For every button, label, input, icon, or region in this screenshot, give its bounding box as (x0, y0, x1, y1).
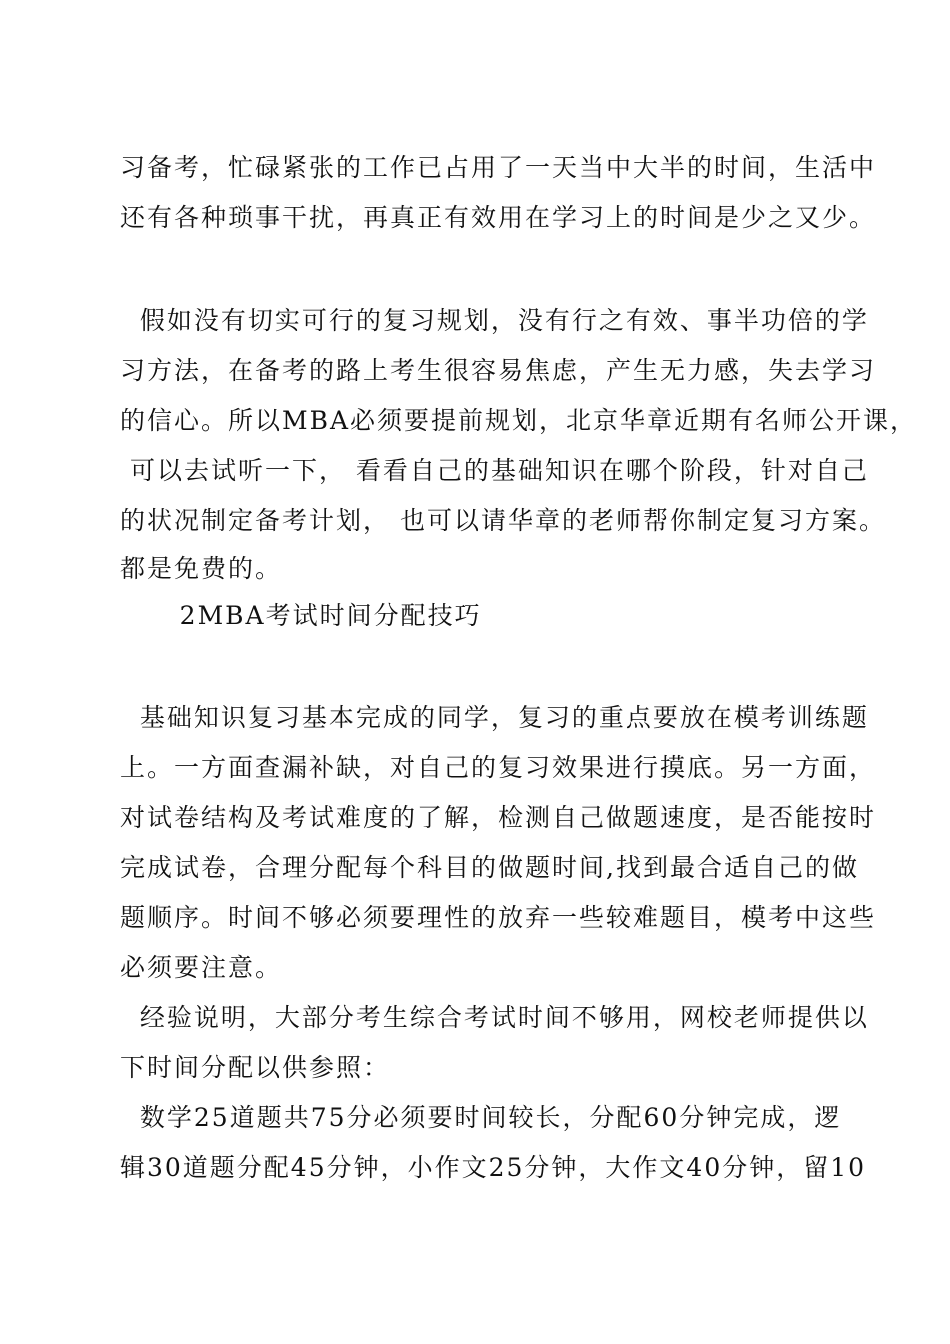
paragraph-line: 的状况制定备考计划， 也可以请华章的老师帮你制定复习方案。 (120, 506, 886, 535)
paragraph-line: 的信心。所以MBA必须要提前规划，北京华章近期有名师公开课， (120, 406, 918, 435)
paragraph-line: 下时间分配以供参照： (120, 1053, 391, 1082)
paragraph-line: 必须要注意。 (120, 953, 283, 982)
paragraph-line: 经验说明，大部分考生综合考试时间不够用，网校老师提供以 (120, 1003, 869, 1032)
paragraph-line: 习备考，忙碌紧张的工作已占用了一天当中大半的时间，生活中 (120, 153, 877, 182)
paragraph-line: 可以去试听一下， 看看自己的基础知识在哪个阶段，针对自己 (120, 456, 869, 485)
paragraph-line: 对试卷结构及考试难度的了解，检测自己做题速度，是否能按时 (120, 803, 877, 832)
paragraph-line: 辑30道题分配45分钟，小作文25分钟，大作文40分钟，留10 (120, 1153, 867, 1182)
paragraph-line: 数学25道题共75分必须要时间较长，分配60分钟完成，逻 (120, 1103, 842, 1132)
paragraph-line: 都是免费的。 (120, 554, 283, 583)
paragraph-line: 习方法，在备考的路上考生很容易焦虑，产生无力感，失去学习 (120, 356, 877, 385)
paragraph-line: 题顺序。时间不够必须要理性的放弃一些较难题目，模考中这些 (120, 903, 877, 932)
paragraph-line: 还有各种琐事干扰，再真正有效用在学习上的时间是少之又少。 (120, 203, 877, 232)
paragraph-line: 假如没有切实可行的复习规划，没有行之有效、事半功倍的学 (120, 306, 869, 335)
paragraph-line: 基础知识复习基本完成的同学，复习的重点要放在模考训练题 (120, 703, 869, 732)
paragraph-line: 上。一方面查漏补缺，对自己的复习效果进行摸底。另一方面， (120, 753, 877, 782)
paragraph-line: 完成试卷，合理分配每个科目的做题时间,找到最合适自己的做 (120, 853, 859, 882)
section-heading: 2MBA考试时间分配技巧 (120, 601, 482, 630)
